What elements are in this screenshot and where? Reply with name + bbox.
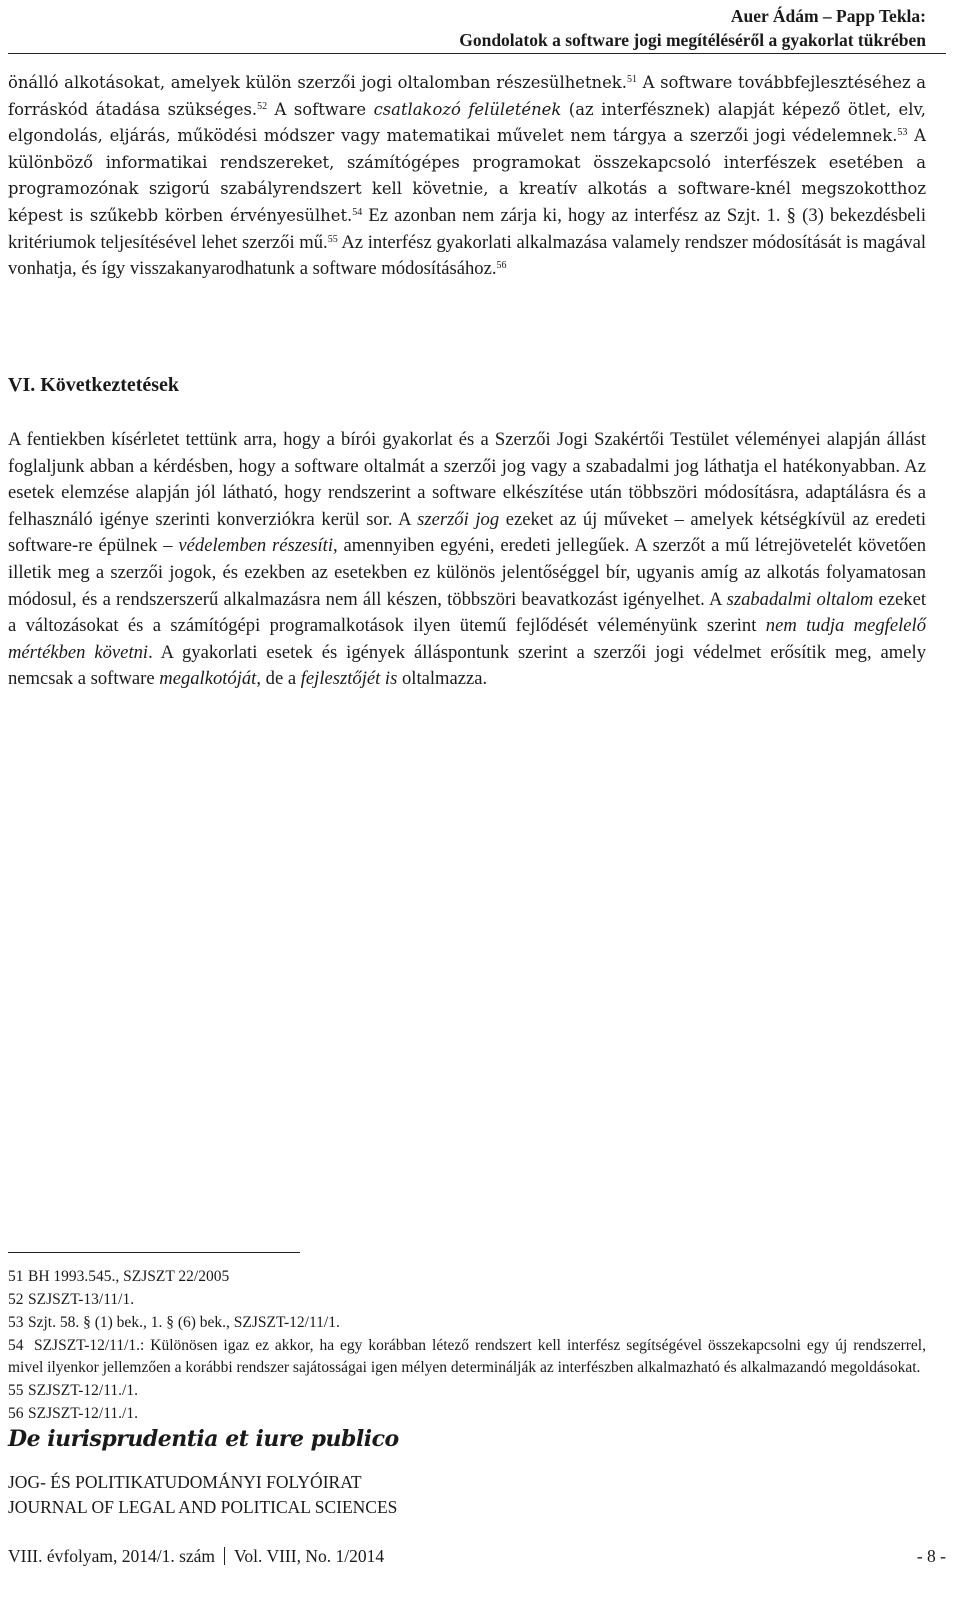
- footnote-53: [8, 1312, 926, 1334]
- para2-emphasis: megalkotóját: [159, 668, 257, 690]
- footnote-ref-51[interactable]: 51: [626, 74, 637, 85]
- footnote-ref-54[interactable]: 54: [352, 206, 363, 218]
- running-header: [459, 4, 926, 52]
- page-number: - 8 -: [916, 1546, 946, 1566]
- para2-text: oltalmazza.: [397, 668, 488, 690]
- journal-name-hu: JOG- ÉS POLITIKATUDOMÁNYI FOLYÓIRAT: [8, 1472, 362, 1492]
- footnote-number: 56: [8, 1404, 24, 1422]
- volume-en: Vol. VIII, No. 1/2014: [234, 1546, 385, 1566]
- footnote-text: SZJSZT-13/11/1.: [28, 1291, 135, 1308]
- para1-text: önálló alkotásokat, amelyek külön szerzői jogi oltalomban részesülhetnek.: [8, 73, 627, 92]
- volume-separator: [224, 1547, 225, 1565]
- footnote-51: [8, 1266, 926, 1288]
- footnote-text: BH 1993.545., SZJSZT 22/2005: [28, 1268, 230, 1285]
- journal-logo: De iurisprudentia et iure publico: [8, 1426, 399, 1452]
- para2-text: . A gyakorlati esetek és igények álláspontunk szerint a szerzői jogi védelmet erősítik meg, amely nemcsak a software: [8, 641, 926, 690]
- footnote-text: SZJSZT-12/11/1.: Különösen igaz ez akkor, ha egy korábban létező rendszert kell interfész segítségével összekapcsolni egy új rendszerrel, mivel ilyenkor jellemzően a korábbi rendszer sajátosságai igen mélyen determinálják az interfészben alkalmazható és alkalmazandó megoldásokat.: [8, 1337, 926, 1376]
- para2-text: , de a: [256, 668, 301, 690]
- footnote-text: SZJSZT-12/11./1.: [28, 1381, 138, 1399]
- footnote-number: 55: [8, 1381, 24, 1399]
- footnote-ref-56[interactable]: 56: [496, 260, 507, 272]
- journal-name: [8, 1470, 397, 1520]
- volume-hu: VIII. évfolyam, 2014/1. szám: [8, 1546, 216, 1566]
- footnote-ref-53[interactable]: 53: [897, 127, 908, 139]
- journal-name-en: JOURNAL OF LEGAL AND POLITICAL SCIENCES: [8, 1497, 398, 1517]
- para1-text: A software: [267, 99, 374, 119]
- header-divider: [8, 53, 946, 54]
- para1-text: Ez azonban nem zárja ki, hogy az interfész az Szjt. 1. § (3) bekezdésbeli kritériumok teljesítésével lehet szerzői mű.: [8, 204, 926, 253]
- footnote-ref-55[interactable]: 55: [327, 233, 338, 245]
- footnote-number: 51: [8, 1268, 24, 1285]
- footnote-number: 54: [8, 1337, 24, 1354]
- para1-text: Az interfész gyakorlati alkalmazása valamely rendszer módosítását is magával vonhatja, és így visszakanyarodhatunk a software módosításához.: [8, 231, 926, 280]
- para2-text: A fentiekben kísérletet tettünk arra, hogy a bírói gyakorlat és a Szerzői Jogi Szakértői Testület véleményei alapján állást foglaljunk abban a kérdésben, hogy a software oltalmát a szerzői jog vagy a szabadalmi jog láthatja el hatékonyabban. Az esetek elemzése alapján jól látható, hogy rendszerint a software elkészítése után többszöri módosításra, adaptálásra és a felhasználó igénye szerinti konverziókra kerül sor. A: [8, 429, 926, 530]
- para1-text: A különböző informatikai rendszereket, számítógépes programokat összekapcsoló interfészek esetében a programozónak szigorú szabályrendszert kell követnie, a kreatív alkotás a software-knél megszokotthoz képest is szűkebb körben érvényesülhet.: [8, 126, 926, 225]
- para2-emphasis: szerzői jog: [417, 508, 500, 530]
- section-heading: VI. Következtetések: [8, 374, 180, 396]
- header-title: Gondolatok a software jogi megítéléséről a gyakorlat tükrében: [459, 30, 926, 50]
- footnote-text: Szjt. 58. § (1) bek., 1. § (6) bek., SZJSZT-12/11/1.: [28, 1314, 340, 1331]
- header-authors: Auer Ádám – Papp Tekla:: [730, 6, 926, 26]
- para1-text: (az interfésznek) alapját képező ötlet, elv, elgondolás, eljárás, működési módszer vagy matematikai művelet nem tárgya a szerzői jogi védelemnek.: [8, 99, 926, 146]
- footnote-divider: [8, 1252, 300, 1253]
- footnote-number: 53: [8, 1314, 24, 1331]
- footnote-number: 52: [8, 1291, 24, 1308]
- paragraph-interface: [8, 70, 926, 283]
- para2-emphasis: védelemben részesíti: [178, 535, 333, 557]
- footnote-text: SZJSZT-12/11./1.: [28, 1404, 138, 1422]
- footer-bar: [8, 1545, 946, 1567]
- paragraph-conclusions: [8, 427, 926, 693]
- para2-text: , amennyiben egyéni, eredeti jellegűek. A szerzőt a mű létrejövetelét követően illetik meg a szerzői jogok, és ezekben az esetekben ez különös jelentőséggel bír, ugyanis amíg az alkotás folyamatosan módosul, és a rendszerszerű alkalmazásra nem áll készen, többszöri beavatkozást igényelhet. A: [8, 535, 926, 610]
- footnote-55: [8, 1380, 926, 1402]
- para1-italic: csatlakozó felületének: [373, 99, 562, 119]
- footnote-56: [8, 1403, 926, 1425]
- para2-text: ezeket az új műveket – amelyek kétségkívül az eredeti software-re épülnek –: [8, 508, 926, 557]
- para2-emphasis: nem tudja megfelelő mértékben követni: [8, 615, 926, 663]
- footnote-ref-52[interactable]: 52: [257, 100, 268, 112]
- para2-emphasis: fejlesztőjét is: [300, 668, 398, 690]
- para1-text: A software továbbfejlesztéséhez a forráskód átadása szükséges.: [8, 73, 926, 119]
- para2-text: ezeket a változásokat és a számítógépi programalkotások ilyen ütemű fejlődését véleményünk szerint: [8, 588, 927, 637]
- footnote-52: [8, 1289, 926, 1311]
- para2-emphasis: szabadalmi oltalom: [726, 588, 874, 610]
- volume-info: [8, 1545, 384, 1567]
- footnote-54: [8, 1335, 926, 1378]
- footnotes: [8, 1266, 926, 1426]
